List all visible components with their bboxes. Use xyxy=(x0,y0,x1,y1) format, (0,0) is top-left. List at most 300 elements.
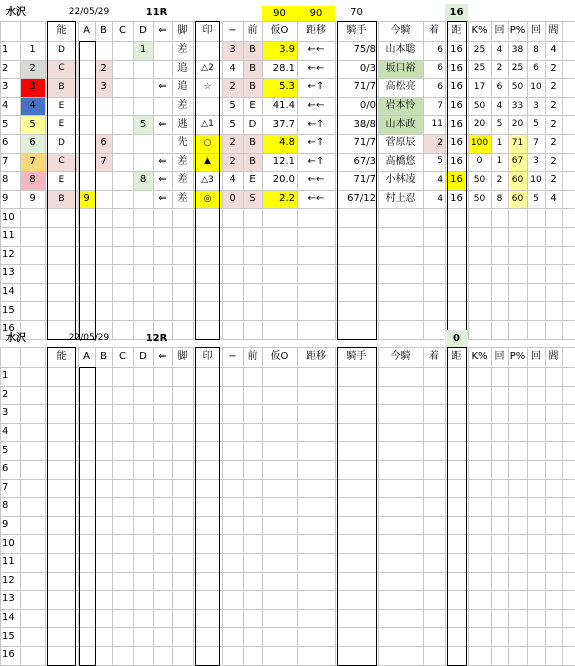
grid-line xyxy=(0,347,575,348)
table-cell-d xyxy=(133,97,153,116)
row-number: 3 xyxy=(2,407,9,419)
table-cell-d xyxy=(133,153,153,172)
table-cell-move: ←← xyxy=(307,193,325,205)
table-cell-rec: 38/8 xyxy=(353,118,376,130)
table-cell-p: 5 xyxy=(533,193,539,204)
table-cell-num: 2 xyxy=(222,134,243,153)
table-cell-jockey: 小林凌 xyxy=(385,174,416,186)
table-cell-rec: 0/3 xyxy=(359,62,376,74)
row-number: 12 xyxy=(2,248,15,260)
table-cell-c xyxy=(112,60,133,79)
table-cell-pre: B xyxy=(243,134,262,153)
table-cell-arrow: ⇐ xyxy=(158,155,167,167)
table-cell-k: 1 xyxy=(496,156,503,167)
grid-line xyxy=(172,347,173,665)
row-number: 14 xyxy=(2,286,15,298)
grid-line xyxy=(112,347,113,665)
table-cell-chaku: 11 xyxy=(431,119,443,130)
column-header: 能 xyxy=(56,25,67,36)
table-cell-dist: 16 xyxy=(450,44,463,56)
table-cell-b xyxy=(95,190,112,209)
grid-line xyxy=(243,21,244,339)
table-cell-rec: 71/7 xyxy=(353,81,376,93)
table-cell-ability: E xyxy=(58,119,65,130)
table-cell-arrow xyxy=(153,41,172,60)
grid-line xyxy=(153,347,154,665)
grid-line xyxy=(243,347,244,665)
grid-line xyxy=(297,21,298,339)
top-value-cell: 70 xyxy=(350,6,363,18)
table-cell-chaku: 6 xyxy=(437,63,443,74)
table-cell-rec: 67/12 xyxy=(347,193,376,205)
grid-line xyxy=(491,347,492,665)
column-header: ⇐ xyxy=(158,25,167,36)
grid-line xyxy=(378,21,379,339)
column-header: 仮O xyxy=(270,351,289,362)
table-cell-c xyxy=(112,115,133,134)
table-cell-pre: D xyxy=(248,118,257,130)
grid-line xyxy=(222,347,223,665)
row-number: 1 xyxy=(2,44,9,56)
table-cell-rec: 67/3 xyxy=(353,155,376,167)
row-number: 6 xyxy=(2,137,9,149)
grid-line xyxy=(133,347,134,665)
race-number: 12R xyxy=(145,332,168,344)
column-header: 能 xyxy=(56,351,67,362)
column-header: 回 xyxy=(531,25,541,36)
table-cell-kp: 100 xyxy=(468,134,491,153)
table-cell-waku: 3 xyxy=(20,78,45,97)
table-cell-kp: 50 xyxy=(473,193,486,204)
table-cell-b: 6 xyxy=(95,134,112,153)
table-cell-num: 3 xyxy=(222,41,243,60)
table-cell-num: 2 xyxy=(222,78,243,97)
column-header: 距移 xyxy=(306,25,326,36)
grid-line xyxy=(0,21,575,22)
table-cell-mark: ◎ xyxy=(193,190,222,209)
column-header: 着 xyxy=(429,351,439,362)
table-cell-jockey: 高松亮 xyxy=(385,81,416,93)
grid-line xyxy=(20,347,21,665)
table-cell-waku: 8 xyxy=(20,171,45,190)
table-cell-c xyxy=(112,190,133,209)
table-cell-pp: 50 xyxy=(511,81,524,92)
column-header: A xyxy=(83,25,90,36)
table-cell-waku: 6 xyxy=(20,134,45,153)
row-number: 15 xyxy=(2,304,15,316)
row-number: 11 xyxy=(2,230,15,242)
table-cell-ability: C xyxy=(45,153,78,172)
table-cell-pp: 60 xyxy=(508,171,527,190)
table-cell-ability: D xyxy=(58,137,65,148)
table-cell-arrow: ⇐ xyxy=(158,118,167,130)
row-number: 16 xyxy=(2,649,15,661)
top-value-cell: 90 xyxy=(297,6,335,21)
table-cell-odds: 37.7 xyxy=(272,118,295,130)
venue-label: 水沢 xyxy=(6,332,26,344)
grid-line xyxy=(562,347,563,665)
table-cell-dist: 16 xyxy=(445,171,468,190)
table-cell-num: 4 xyxy=(229,62,236,74)
grid-line xyxy=(222,21,223,339)
row-number: 14 xyxy=(2,612,15,624)
table-cell-p: 10 xyxy=(530,81,542,92)
table-cell-d xyxy=(133,60,153,79)
grid-line xyxy=(45,347,46,665)
row-number: 10 xyxy=(2,537,15,549)
table-cell-waku: 2 xyxy=(20,60,45,79)
grid-line xyxy=(20,21,21,339)
table-cell-pre: E xyxy=(249,174,256,186)
column-header: K% xyxy=(471,25,488,36)
table-cell-rec: 0/0 xyxy=(359,100,376,112)
table-cell-move: ←↑ xyxy=(307,155,325,167)
table-cell-arrow xyxy=(153,97,172,116)
column-header: D xyxy=(139,351,147,362)
table-cell-chaku: 6 xyxy=(437,81,443,92)
table-cell-e: 2 xyxy=(550,118,557,130)
table-cell-mark: △3 xyxy=(201,174,214,185)
table-cell-k: 2 xyxy=(496,174,503,185)
table-cell-num: 5 xyxy=(229,118,236,130)
table-cell-waku: 4 xyxy=(20,97,45,116)
column-header: 距 xyxy=(451,25,462,36)
table-cell-chaku: 5 xyxy=(437,156,443,167)
column-header: K% xyxy=(471,351,488,362)
grid-line xyxy=(423,21,424,339)
table-cell-move: ←← xyxy=(307,44,325,56)
table-cell-d xyxy=(133,78,153,97)
table-cell-b: 7 xyxy=(95,153,112,172)
column-header: 回 xyxy=(494,25,505,36)
grid-line xyxy=(0,347,1,665)
table-cell-b xyxy=(95,41,112,60)
table-cell-move: ←← xyxy=(307,174,325,186)
table-cell-pre: B xyxy=(243,153,262,172)
grid-line xyxy=(468,347,469,665)
table-cell-odds: 4.8 xyxy=(262,134,297,153)
row-number: 15 xyxy=(2,630,15,642)
table-cell-leg: 追 xyxy=(177,62,188,74)
table-cell-move: ←← xyxy=(307,62,325,74)
table-cell-k: 5 xyxy=(496,119,503,130)
table-cell-c xyxy=(112,97,133,116)
odds-column-box xyxy=(337,21,377,340)
row-number: 6 xyxy=(2,463,9,475)
grid-line xyxy=(527,21,528,339)
table-cell-ability: D xyxy=(58,44,65,55)
column-header: 閻 xyxy=(548,25,559,36)
table-cell-arrow: ⇐ xyxy=(158,193,167,205)
row-number: 13 xyxy=(2,593,15,605)
table-cell-pre: B xyxy=(243,60,262,79)
grid-line xyxy=(172,21,173,339)
table-cell-dist: 16 xyxy=(450,193,463,205)
table-cell-ability: B xyxy=(45,190,78,209)
column-header: 仮O xyxy=(270,25,289,36)
row-number: 3 xyxy=(2,81,9,93)
table-cell-pp: 67 xyxy=(508,153,527,172)
table-cell-jockey: 村上忍 xyxy=(385,193,416,205)
table-cell-pp: 33 xyxy=(511,100,524,111)
table-cell-e: 2 xyxy=(550,174,557,186)
column-header: P% xyxy=(509,351,526,362)
table-cell-e: 2 xyxy=(550,155,557,167)
row-number: 10 xyxy=(2,211,15,223)
table-cell-odds: 3.9 xyxy=(262,41,297,60)
table-cell-pre: S xyxy=(243,190,262,209)
grid-line xyxy=(562,21,563,339)
table-cell-pp: 20 xyxy=(511,119,524,130)
table-cell-num: 2 xyxy=(222,153,243,172)
table-cell-rec: 71/7 xyxy=(353,137,376,149)
table-cell-pp: 25 xyxy=(511,63,524,74)
table-cell-odds: 20.0 xyxy=(272,174,295,186)
table-cell-b: 3 xyxy=(95,78,112,97)
mark-column-box xyxy=(195,347,220,666)
table-cell-jockey: 高橋悠 xyxy=(385,155,416,167)
row-number: 8 xyxy=(2,500,9,512)
column-header: B xyxy=(100,351,107,362)
table-cell-c xyxy=(112,41,133,60)
grid-line xyxy=(112,21,113,339)
grid-line xyxy=(445,347,446,665)
table-cell-b xyxy=(95,171,112,190)
table-cell-odds: 2.2 xyxy=(262,190,297,209)
table-cell-chaku: 4 xyxy=(437,193,443,204)
table-cell-b xyxy=(95,97,112,116)
table-cell-chaku: 2 xyxy=(423,134,445,153)
table-cell-odds: 5.3 xyxy=(262,78,297,97)
table-cell-waku: 7 xyxy=(20,153,45,172)
table-cell-pre: B xyxy=(243,41,262,60)
table-cell-mark: △2 xyxy=(201,63,214,74)
table-cell-leg: 差 xyxy=(177,100,188,112)
table-cell-odds: 12.1 xyxy=(272,155,295,167)
table-cell-b: 2 xyxy=(95,60,112,79)
table-cell-d: 1 xyxy=(133,41,153,60)
table-cell-e: 2 xyxy=(550,137,557,149)
column-header: 今騎 xyxy=(390,351,411,362)
table-cell-leg: 逃 xyxy=(177,118,188,130)
grid-line xyxy=(193,21,194,339)
table-cell-ability: B xyxy=(45,78,78,97)
column-header: 今騎 xyxy=(390,25,411,36)
column-header: A xyxy=(83,351,90,362)
table-cell-ability: C xyxy=(45,60,78,79)
table-cell-odds: 28.1 xyxy=(272,62,295,74)
table-cell-p: 8 xyxy=(533,44,539,55)
table-cell-arrow xyxy=(153,60,172,79)
table-cell-kp: 17 xyxy=(473,81,486,92)
column-header: C xyxy=(119,351,126,362)
table-cell-a: 9 xyxy=(78,190,95,209)
table-cell-d xyxy=(133,190,153,209)
table-cell-k: 1 xyxy=(496,137,503,148)
column-header: 前 xyxy=(247,25,258,36)
column-header: 回 xyxy=(531,351,541,362)
table-cell-ability: E xyxy=(58,174,65,185)
grid-line xyxy=(545,21,546,339)
grid-line xyxy=(423,347,424,665)
table-cell-chaku: 4 xyxy=(437,174,443,185)
grid-line xyxy=(335,347,336,665)
table-cell-dist: 16 xyxy=(450,81,463,93)
grid-line xyxy=(45,21,46,339)
column-header: 印 xyxy=(202,25,213,36)
column-header: 閻 xyxy=(548,351,559,362)
table-cell-move: ←↑ xyxy=(307,118,325,130)
table-cell-c xyxy=(112,78,133,97)
row-number: 13 xyxy=(2,267,15,279)
grid-line xyxy=(153,21,154,339)
column-header: ⇐ xyxy=(158,351,167,362)
table-cell-mark: ☆ xyxy=(203,81,212,92)
table-cell-mark: △1 xyxy=(201,119,214,130)
column-header: 距移 xyxy=(306,351,326,362)
odds-column-box xyxy=(337,347,377,666)
table-cell-pp: 38 xyxy=(511,44,524,55)
table-cell-k: 4 xyxy=(496,44,503,55)
column-header: P% xyxy=(509,25,526,36)
top-value-cell: 0 xyxy=(445,330,468,347)
grid-line xyxy=(193,347,194,665)
table-cell-jockey: 山本政 xyxy=(378,115,423,134)
table-cell-leg: 先 xyxy=(177,137,188,149)
table-cell-move: ←↑ xyxy=(307,81,325,93)
table-cell-odds: 41.4 xyxy=(272,100,295,112)
row-number: 2 xyxy=(2,388,9,400)
column-header: 回 xyxy=(494,351,505,362)
row-number: 16 xyxy=(2,323,15,335)
a-column-box xyxy=(79,367,96,666)
table-cell-num: 0 xyxy=(222,190,243,209)
table-cell-c xyxy=(112,134,133,153)
table-cell-ability: E xyxy=(58,100,65,111)
table-cell-waku: 1 xyxy=(20,41,45,60)
table-cell-jockey: 山本聡 xyxy=(385,44,416,56)
grid-line xyxy=(545,347,546,665)
column-header: − xyxy=(228,351,237,362)
row-number: 11 xyxy=(2,556,15,568)
column-header: 印 xyxy=(202,351,213,362)
row-number: 4 xyxy=(2,426,9,438)
table-cell-c xyxy=(112,171,133,190)
table-cell-d: 8 xyxy=(133,171,153,190)
table-cell-dist: 16 xyxy=(450,62,463,74)
top-value-cell: 90 xyxy=(262,6,297,21)
table-cell-k: 4 xyxy=(496,100,503,111)
grid-line xyxy=(508,347,509,665)
row-number: 4 xyxy=(2,100,9,112)
table-cell-p: 5 xyxy=(533,119,539,130)
column-header: D xyxy=(139,25,147,36)
table-cell-chaku: 7 xyxy=(437,100,443,111)
table-cell-jockey: 岩本怜 xyxy=(378,97,423,116)
ability-column-box xyxy=(47,21,76,340)
row-number: 8 xyxy=(2,174,9,186)
grid-line xyxy=(0,21,1,339)
column-header: 騎手 xyxy=(346,351,367,362)
table-cell-leg: 差 xyxy=(177,174,188,186)
table-cell-num: 4 xyxy=(229,174,236,186)
table-cell-dist: 16 xyxy=(450,118,463,130)
table-cell-jockey: 菅原辰 xyxy=(385,137,416,149)
table-cell-p: 10 xyxy=(530,174,542,185)
table-cell-kp: 50 xyxy=(473,100,486,111)
table-cell-arrow: ⇐ xyxy=(158,81,167,93)
table-cell-arrow xyxy=(153,134,172,153)
table-cell-move: ←← xyxy=(307,100,325,112)
table-cell-c xyxy=(112,153,133,172)
table-cell-leg: 差 xyxy=(177,155,188,167)
row-number: 9 xyxy=(2,193,9,205)
column-header: 前 xyxy=(247,351,258,362)
table-cell-k: 8 xyxy=(496,193,503,204)
column-header: 脚 xyxy=(177,25,188,36)
table-cell-p: 7 xyxy=(533,137,539,148)
table-cell-rec: 71/7 xyxy=(353,174,376,186)
row-number: 7 xyxy=(2,481,9,493)
table-cell-move: ←↑ xyxy=(307,137,325,149)
table-cell-d xyxy=(133,134,153,153)
column-header: − xyxy=(228,25,237,36)
distance-column-box xyxy=(447,347,467,666)
grid-line xyxy=(527,347,528,665)
row-number: 5 xyxy=(2,444,9,456)
table-cell-p: 3 xyxy=(533,156,539,167)
table-cell-d: 5 xyxy=(133,115,153,134)
grid-line xyxy=(262,347,263,665)
table-cell-kp: 20 xyxy=(473,119,486,130)
column-header: 脚 xyxy=(177,351,188,362)
table-cell-leg: 追 xyxy=(177,81,188,93)
table-cell-dist: 16 xyxy=(450,100,463,112)
table-cell-kp: 0 xyxy=(476,156,483,167)
grid-line xyxy=(508,21,509,339)
table-cell-e: 2 xyxy=(550,81,557,93)
table-cell-chaku: 6 xyxy=(437,44,443,55)
table-cell-leg: 差 xyxy=(177,44,188,56)
table-cell-e: 4 xyxy=(550,193,557,205)
top-value-cell: 16 xyxy=(445,4,468,21)
table-cell-pre: B xyxy=(243,78,262,97)
table-cell-k: 6 xyxy=(496,81,503,92)
table-cell-kp: 25 xyxy=(473,63,486,74)
table-cell-b xyxy=(95,115,112,134)
table-cell-kp: 25 xyxy=(473,44,486,55)
column-header: 着 xyxy=(429,25,439,36)
table-cell-mark: ▲ xyxy=(193,153,222,172)
table-cell-kp: 50 xyxy=(473,174,486,185)
table-cell-e: 2 xyxy=(550,100,557,112)
row-number: 2 xyxy=(2,62,9,74)
race-date: 22/05/29 xyxy=(68,7,110,17)
grid-line xyxy=(491,21,492,339)
venue-label: 水沢 xyxy=(6,6,26,18)
grid-line xyxy=(468,21,469,339)
table-cell-dist: 16 xyxy=(450,137,463,149)
table-cell-waku: 9 xyxy=(20,190,45,209)
table-cell-p: 6 xyxy=(533,63,539,74)
table-cell-pp: 60 xyxy=(508,190,527,209)
row-number: 7 xyxy=(2,155,9,167)
table-cell-waku: 5 xyxy=(20,115,45,134)
table-cell-mark: ○ xyxy=(193,134,222,153)
table-cell-e: 4 xyxy=(550,44,557,56)
table-cell-pre: E xyxy=(249,100,256,112)
row-number: 1 xyxy=(2,370,9,382)
